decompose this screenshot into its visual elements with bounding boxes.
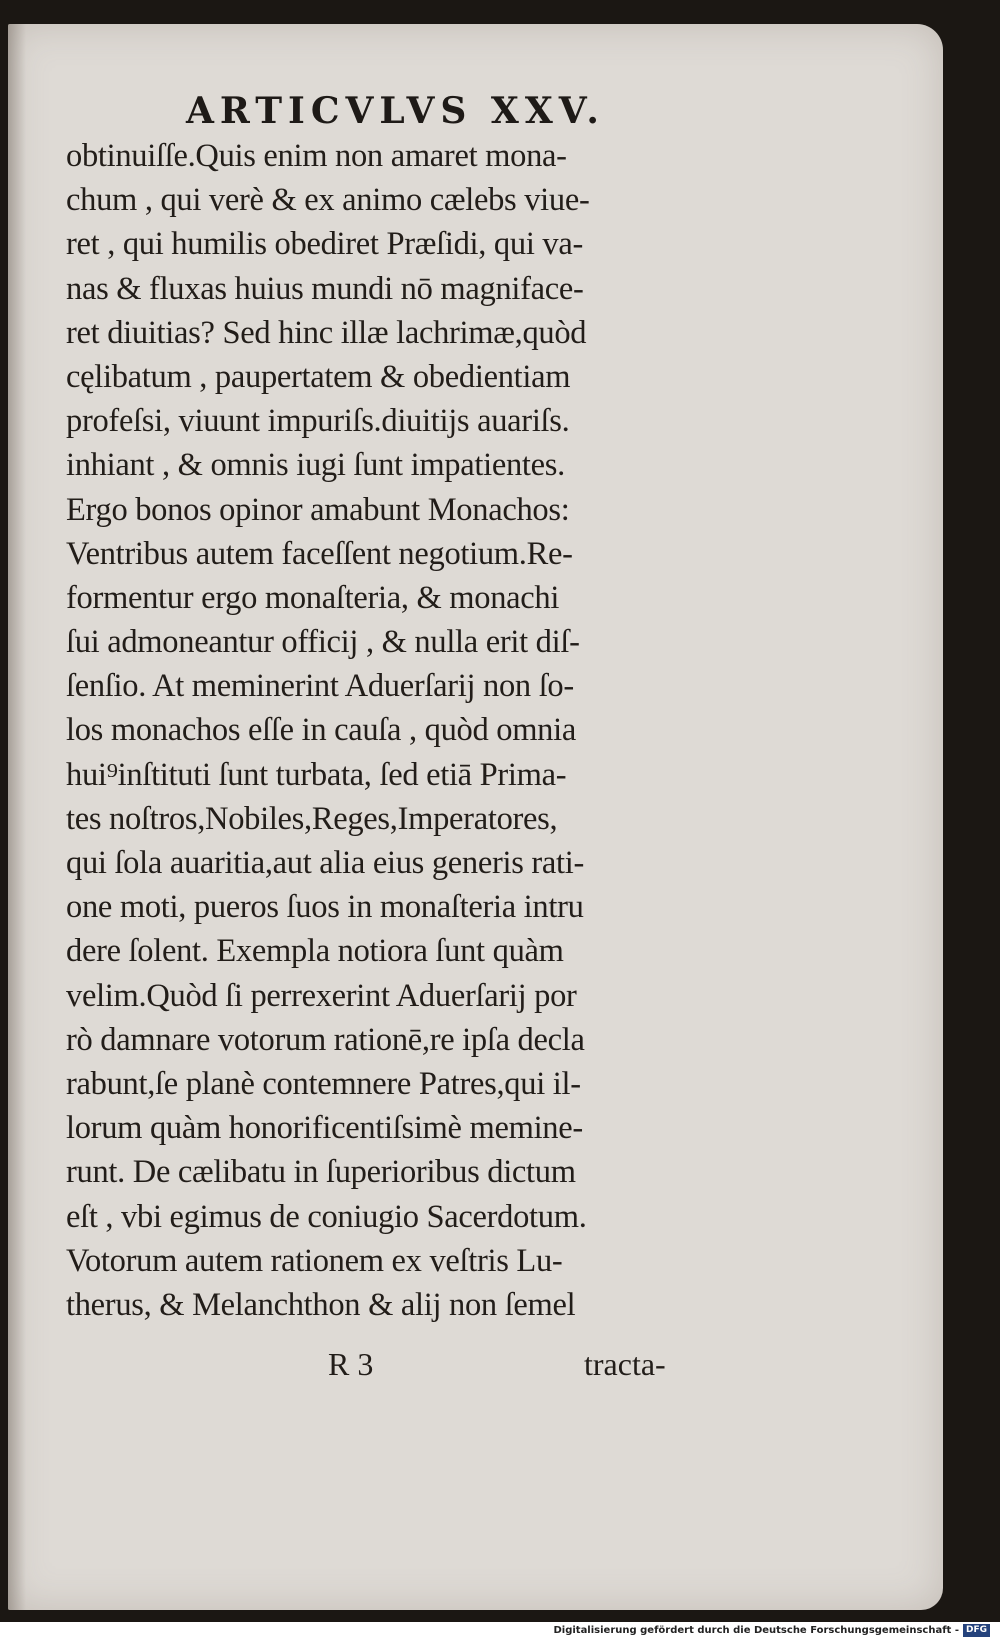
- text-line: Ergo bonos opinor amabunt Monachos:: [66, 491, 570, 528]
- text-line: tes noſtros,Nobiles,Reges,Imperatores,: [66, 800, 558, 837]
- text-line: rabunt,ſe planè contemnere Patres,qui il-: [66, 1065, 581, 1102]
- text-line: one moti, pueros ſuos in monaſteria intru: [66, 889, 584, 926]
- text-line: Ventribus autem faceſſent negotium.Re-: [66, 535, 573, 572]
- body-text: [66, 134, 706, 1327]
- text-line: cęlibatum , paupertatem & obedientiam: [66, 358, 571, 395]
- digitization-credit: [553, 1622, 990, 1638]
- text-line: ret diuitias? Sed hinc illæ lachrimæ,quòd: [66, 314, 587, 351]
- running-header: ARTICVLVS XXV.: [186, 90, 605, 132]
- text-line: dere ſolent. Exempla notiora ſunt quàm: [66, 933, 564, 970]
- text-line: runt. De cælibatu in ſuperioribus dictum: [66, 1154, 576, 1191]
- text-line: Votorum autem rationem ex veſtris Lu-: [66, 1242, 563, 1279]
- book-page: [8, 24, 943, 1610]
- text-line: qui ſola auaritia,aut alia eius generis rati-: [66, 845, 585, 881]
- text-line: nas & fluxas huius mundi nō magniface-: [66, 270, 584, 307]
- text-line: inhiant , & omnis iugi ſunt impatientes.: [66, 447, 565, 484]
- text-line: ſenſio. At meminerint Aduerſarij non ſo-: [66, 668, 574, 705]
- text-line: eſt , vbi egimus de coniugio Sacerdotum.: [66, 1198, 587, 1235]
- text-line: formentur ergo monaſteria, & monachi: [66, 579, 560, 616]
- text-line: los monachos eſſe in cauſa , quòd omnia: [66, 712, 576, 749]
- text-line: ret , qui humilis obediret Præſidi, qui va-: [66, 226, 583, 263]
- text-line: rò damnare votorum rationē,re ipſa decla: [66, 1021, 585, 1058]
- credit-text: Digitalisierung gefördert durch die Deutsche Forschungsgemeinschaft -: [553, 1624, 959, 1636]
- text-line: therus, & Melanchthon & alij non ſemel: [66, 1286, 576, 1323]
- text-line: lorum quàm honorificentiſsimè memine-: [66, 1110, 583, 1147]
- catchword: tracta-: [584, 1346, 666, 1382]
- text-line: velim.Quòd ſi perrexerint Aduerſarij por: [66, 977, 577, 1014]
- text-line: obtinuiſſe.Quis enim non amaret mona-: [66, 138, 567, 174]
- dfg-logo: DFG: [963, 1624, 990, 1637]
- text-line: ſui admoneantur officij , & nulla erit diſ-: [66, 624, 580, 661]
- text-line: profeſsi, viuunt impuriſs.diuitijs auariſs.: [66, 403, 570, 440]
- page-footer: [8, 1346, 943, 1386]
- text-line: hui⁹inſtituti ſunt turbata, ſed etiā Prima-: [66, 756, 567, 793]
- text-line: chum , qui verè & ex animo cælebs viue-: [66, 182, 590, 219]
- signature-mark: R 3: [328, 1346, 374, 1382]
